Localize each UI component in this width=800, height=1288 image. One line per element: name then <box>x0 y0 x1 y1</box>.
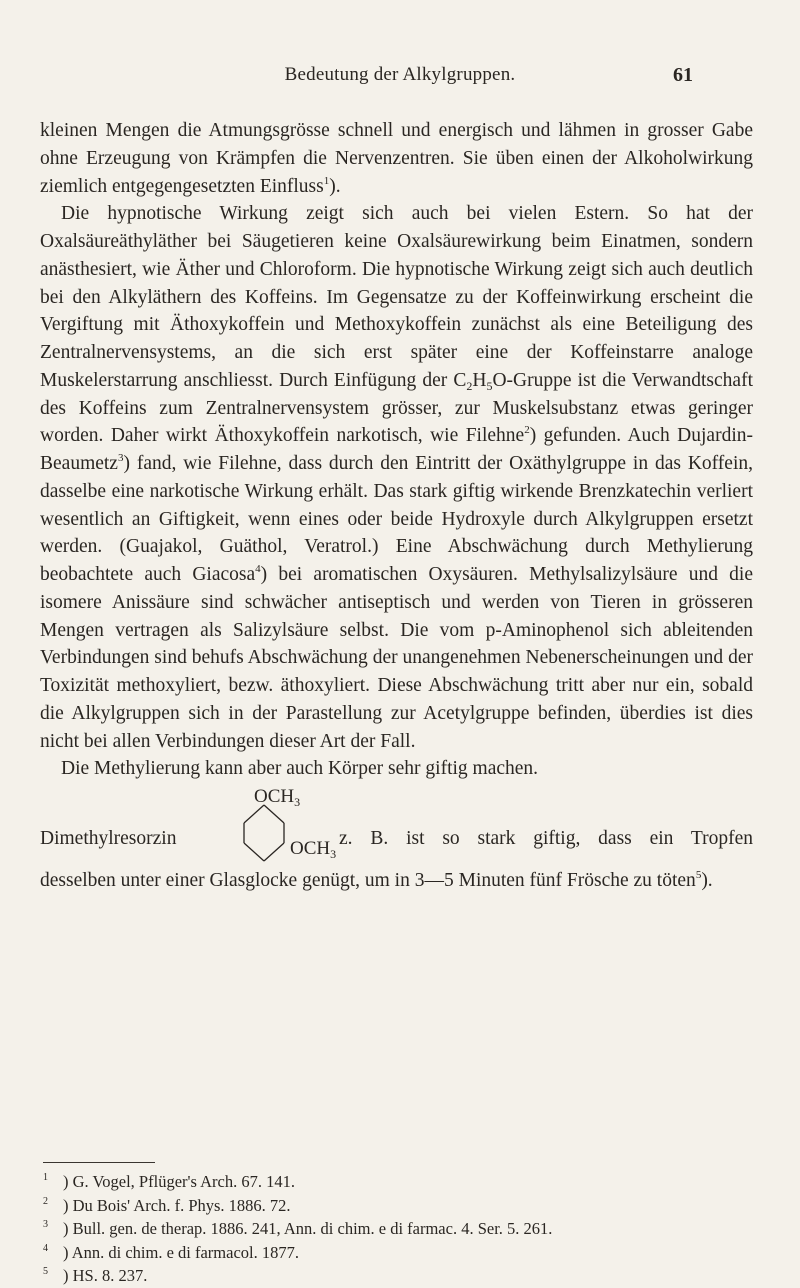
page-header <box>0 64 800 92</box>
footnote-reference: 3 <box>117 452 124 464</box>
footnote: $^1$ ) G. Vogel, Pflüger's Arch. 67. 141. <box>43 1172 295 1191</box>
formula-trailing-text: z. B. ist so stark giftig, dass ein Tropfen <box>339 828 753 849</box>
subscript: 2 <box>466 378 473 393</box>
footnote-reference: 4 <box>255 563 261 575</box>
body-text <box>40 117 753 895</box>
footnotes <box>43 1170 763 1288</box>
footnote-reference: 2 <box>524 424 530 437</box>
formula-substituent-top: $OCH_3$ <box>254 786 301 809</box>
compound-name: Dimethylresorzin <box>40 828 177 849</box>
text-run: ) bei aromatischen Oxysäuren. Methylsalizylsäure und die isomere Anissäure sind schwächer antiseptisch und werden von Tieren in grösseren Mengen vertragen als Salizylsäure selbst. Die vom p-Aminophenol sich ableitenden Verbindungen sind behufs Abschwächung der unangenehmen Nebenerscheinungen und der Toxizität methoxyliert, bezw. äthoxyliert. Diese Abschwächung tritt aber nur ein, sobald die Alkylgruppen sich in der Parastellung zur Acetylgruppe befinden, überdies ist dies nicht bei allen Verbindungen dieser Art der Fall. <box>40 564 753 752</box>
text-run: O-Gruppe ist die Verwandtschaft des Koffeins zum Zentralnervensystem grösser, zur Muskelsubstanz etwas geringer worden. Daher wirkt Äthoxykoffein narkotisch, wie Filehne <box>40 369 753 447</box>
formula-substituent-bottom: $OCH_3$ <box>290 838 337 861</box>
subscript: 5 <box>486 378 493 393</box>
paragraph <box>40 755 753 783</box>
footnote: $^4$ ) Ann. di chim. e di farmacol. 1877. <box>43 1242 299 1262</box>
text-run: H <box>472 369 487 391</box>
footnote: $^2$ ) Du Bois' Arch. f. Phys. 1886. 72. <box>43 1195 291 1215</box>
text-run: ). <box>329 175 341 197</box>
running-title: Bedeutung der Alkylgruppen. <box>284 64 516 85</box>
footnote: $^3$ ) Bull. gen. de therap. 1886. 241, Ann. di chim. e di farmac. 4. Ser. 5. 261. <box>43 1219 553 1239</box>
page-number: 61 <box>673 64 693 86</box>
chemical-formula-row <box>40 783 753 867</box>
text-run: ) fand, wie Filehne, dass durch den Eintritt der Oxäthylgruppe in das Koffein, dasselbe eine narkotische Wirkung erhält. Das stark giftig wirkende Brenzkatechin verliert wesentlich an Giftigkeit, wenn eines oder beide Hydroxyle durch Alkylgruppen ersetzt werden. (Guajakol, Guäthol, Veratrol.) Eine Abschwächung durch Methylierung beobachtete auch Giacosa <box>40 453 753 585</box>
benzene-ring-diagram <box>236 783 292 867</box>
paragraph <box>40 200 753 755</box>
text-run: Die Methylierung kann aber auch Körper sehr giftig machen. <box>61 758 539 780</box>
paragraph <box>40 117 753 200</box>
text-run: Die hypnotische Wirkung zeigt sich auch bei vielen Estern. So hat der Oxalsäureäthyläther bei Säugetieren keine Oxalsäurewirkung beim Einatmen, sondern anästhesiert, wie Äther und Chloroform. Die hypnotische Wirkung zeigt sich auch deutlich bei den Alkyläthern des Koffeins. Im Gegensatze zu der Koffeinwirkung erscheint die Vergiftung mit Äthoxykoffein und Methoxykoffein zunächst als eine Beteiligung des Zentralnervensystems, an die sich erst später eine der Koffeinstarre analoge Muskelerstarrung anschliesst. Durch Einfügung der C <box>40 203 753 391</box>
footnote: $^5$ ) HS. 8. 237. <box>43 1266 148 1286</box>
paragraph-continuation: desselben unter einer Glasglocke genügt, um in 3—5 Minuten fünf Frösche zu töten$^5$). <box>40 869 713 891</box>
footnote-divider <box>43 1162 155 1163</box>
text-run: kleinen Mengen die Atmungsgrösse schnell und energisch und lähmen in grosser Gabe ohne Erzeugung von Krämpfen die Nervenzentren. Sie üben einen der Alkoholwirkung ziemlich entgegengesetzten Einfluss <box>40 120 753 197</box>
text-run: ) gefunden. Auch Dujardin-Beaumetz <box>40 425 753 474</box>
footnote-reference: 1 <box>323 174 330 187</box>
